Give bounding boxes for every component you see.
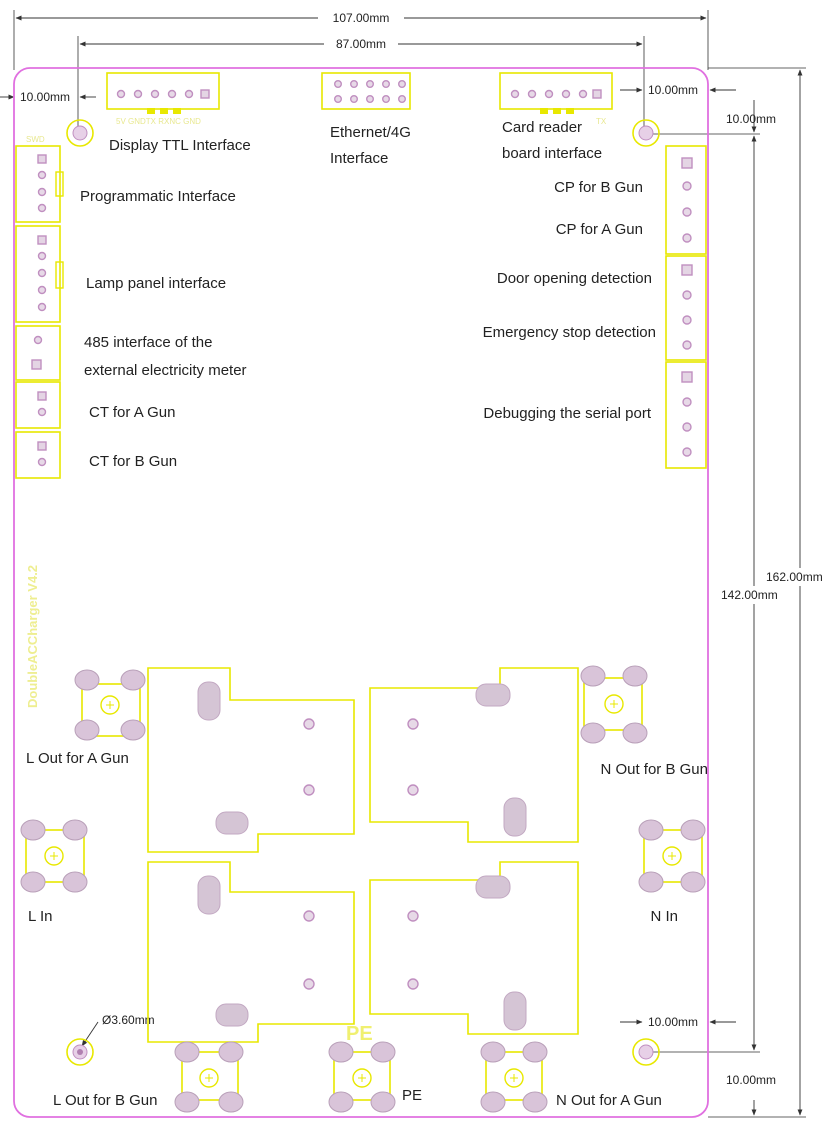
silk-swd: SWD bbox=[26, 135, 45, 144]
label-ct-b: CT for B Gun bbox=[89, 453, 178, 470]
label-programmatic: Programmatic Interface bbox=[80, 188, 236, 205]
relay-bottom-right bbox=[370, 862, 578, 1034]
label-display-ttl: Display TTL Interface bbox=[109, 137, 251, 154]
dim-margin-bottom: 10.00mm bbox=[726, 1073, 777, 1087]
label-lamp-panel: Lamp panel interface bbox=[86, 275, 227, 292]
label-card-reader-line1: Card reader bbox=[502, 119, 583, 136]
terminal-n-in bbox=[639, 820, 705, 892]
silk-ttl-pins: 5V GNDTX RXNC GND bbox=[116, 117, 201, 126]
label-l-in: L In bbox=[28, 908, 53, 925]
relay-top-right bbox=[370, 668, 578, 842]
dim-margin-right: 10.00mm bbox=[726, 112, 777, 126]
dimension-lines bbox=[0, 10, 836, 1117]
dim-height-inner: 142.00mm bbox=[721, 588, 778, 602]
dim-hole-diameter: Ø3.60mm bbox=[102, 1013, 155, 1027]
label-cp-a: CP for A Gun bbox=[555, 221, 643, 238]
label-485-line1: 485 interface of the bbox=[84, 334, 213, 351]
label-pe: PE bbox=[402, 1087, 423, 1104]
connector-ethernet bbox=[322, 73, 410, 109]
dim-margin-left: 10.00mm bbox=[20, 90, 71, 104]
dim-width-inner: 87.00mm bbox=[335, 37, 387, 51]
terminal-pe bbox=[329, 1023, 395, 1112]
terminal-n-out-b bbox=[581, 666, 647, 743]
dim-height-outer: 162.00mm bbox=[766, 570, 823, 584]
dim-margin-top-right: 10.00mm bbox=[648, 83, 699, 97]
label-ethernet-line2: Interface bbox=[330, 150, 389, 167]
terminal-l-in bbox=[21, 820, 87, 892]
terminal-l-out-b-top bbox=[175, 1042, 243, 1112]
dim-margin-bottom-right: 10.00mm bbox=[648, 1015, 699, 1029]
label-485-line2: external electricity meter bbox=[84, 362, 247, 379]
label-n-out-b: N Out for B Gun bbox=[600, 761, 708, 778]
label-cp-b: CP for B Gun bbox=[554, 179, 643, 196]
mounting-holes bbox=[67, 120, 659, 1065]
label-l-out-b: L Out for B Gun bbox=[53, 1092, 158, 1109]
right-connectors bbox=[666, 146, 706, 468]
relay-bottom-left bbox=[148, 862, 354, 1042]
label-l-out-a: L Out for A Gun bbox=[26, 750, 129, 767]
label-card-reader-line2: board interface bbox=[502, 145, 603, 162]
silk-card-pins: TX bbox=[596, 117, 607, 126]
label-n-out-a: N Out for A Gun bbox=[556, 1092, 662, 1109]
connector-display-ttl bbox=[107, 73, 219, 126]
label-door: Door opening detection bbox=[496, 270, 652, 287]
label-ethernet-line1: Ethernet/4G bbox=[330, 124, 411, 141]
label-estop: Emergency stop detection bbox=[482, 324, 656, 341]
terminal-l-out-a bbox=[75, 670, 145, 740]
dim-width-outer: 107.00mm bbox=[332, 11, 390, 25]
silk-pe-mark: PE bbox=[346, 1023, 373, 1045]
left-connectors bbox=[16, 135, 63, 478]
label-n-in: N In bbox=[650, 908, 678, 925]
label-debug: Debugging the serial port bbox=[483, 405, 651, 422]
relay-top-left bbox=[148, 668, 354, 852]
silk-board-name: DoubleACCharger V4.2 bbox=[25, 564, 40, 708]
label-ct-a: CT for A Gun bbox=[89, 404, 176, 421]
terminal-n-out-a bbox=[481, 1042, 547, 1112]
